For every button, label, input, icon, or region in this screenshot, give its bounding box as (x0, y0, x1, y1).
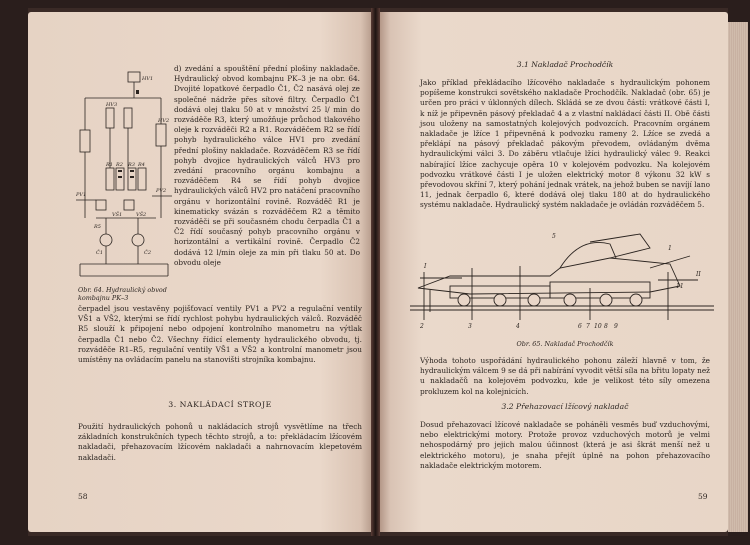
label-r3: R3 (128, 162, 135, 168)
figure-65-caption: Obr. 65. Nakladač Prochodčík (516, 340, 614, 348)
label-hv3: HV3 (106, 102, 118, 108)
label-fig65-11: 11 (676, 283, 684, 290)
label-fig65-3: 3 (468, 323, 472, 330)
label-hv1: HV1 (142, 76, 154, 82)
page-number-left: 58 (78, 492, 88, 501)
label-fig65-9: 9 (614, 323, 618, 330)
label-vs1: VŠ1 (112, 212, 123, 218)
label-fig65-II: II (696, 271, 701, 278)
page-edges (728, 22, 748, 532)
left-column-text: d) zvedání a spouštění přední plošiny nakladače. Hydraulický obvod kombajnu PK–3 je na obr. 64. Dvojité lopatkové čerpadlo Č1, Č2 nasává olej ze společné nádrže přes sítové filtry. Čerpadlo Č1 dodává olej tlaku 50 at v množství 25 l/ min do rozváděče R3, který umožňuje průchod tlakového oleje k rozváděči R2 a R1. Rozváděčem R2 se řídí pohyb hydraulického válce HV1 pro zvedání přední plošiny nakladače. Rozváděčem R3 se řídí pohyb dvojice hydraulických válců HV3 pro zvedání pracovního orgánu kombajnu a rozváděčem R4 se řídí pohyb dvojice hydraulických válců HV2 pro natáčení pracovního orgánu v horizontální rovině. Rozváděč R1 je kinematicky svázán s rozváděčem R2 a těmito rozváděči se při současném chodu čerpadla Č1 a Č2 řídí současný pohyb pracovního orgánu v horizontální a vertikální rovině. Čerpadlo Č2 dodává 12 l/min oleje za min při tlaku 50 at. Do obvodu oleje (174, 64, 360, 267)
label-c1: Č1 (96, 250, 104, 256)
label-hv2: HV2 (158, 118, 170, 124)
figure-65-loader-drawing (410, 228, 714, 338)
right-paragraph-3: Dosud přehazovací lžícové nakladače se poháněli vesměs buď vzduchovými, nebo elektrickými motory. Protože provoz vzduchových motorů je velmi nehospodárný pro jejich malou účinnost (která je asi škrát menší než u elektrického motoru), je snaha přejít úplně na pohon přehazovacího nakladače elektrickým motorem. (420, 420, 710, 470)
label-vs2: VŠ2 (136, 212, 147, 218)
left-paragraph-2: Použití hydraulických pohonů u nakládacích strojů vysvětlíme na třech základních konstrukčních typech těchto strojů, a to: překládacím lžícovém nakladači, přehazovacím lžícovém nakladači a nahrnovacím klepetovém nakladači. (78, 422, 362, 462)
left-page (28, 12, 371, 532)
book-gutter (371, 8, 380, 536)
label-r1: R1 (106, 162, 113, 168)
section-title-3: 3. NAKLÁDACÍ STROJE (168, 400, 272, 409)
label-fig65-4: 4 (516, 323, 520, 330)
label-fig65-6: 6 (578, 323, 582, 330)
heading-3-2: 3.2 Přehazovací lžícový nakladač (501, 402, 629, 411)
label-r5: R5 (94, 224, 101, 230)
label-pv1: PV1 (76, 192, 87, 198)
label-fig65-I: I (424, 263, 427, 270)
figure-64-hydraulic-circuit (76, 68, 172, 282)
page-number-right: 59 (698, 492, 708, 501)
label-r2: R2 (116, 162, 123, 168)
label-fig65-7: 7 (586, 323, 590, 330)
figure-64-caption: Obr. 64. Hydraulický obvod kombajnu PK–3 (78, 286, 167, 302)
right-paragraph-1: Jako příklad překládacího lžícového nakladače s hydraulickým pohonem popíšeme konstrukci sovětského nakladače Prochodčík. Nakladač (obr. 65) je určen pro práci v úklonných dílech. Skládá se ze dvou částí: vrátkové části I, k níž je připevněn pásový překladač 4 a z vlastní nakládací části II. Obě části jsou uloženy na samostatných kolejových podvozcích. Pracovním orgánem nakladače je lžíce 1 připevněná k podvozku rameny 2. Lžíce se zvedá a překlápí na pásový překladač pákovým převodem, ovládaným dvěma hydraulickými válci 3. Do záběru vtlačuje lžíci hydraulický válec 9. Reakci nabírající lžíce zachycuje opěra 10 v kolejovém podvozku. Na kolejovém podvozku vrátkové části I je uložen elektrický motor 8 výkonu 32 kW s převodovou skříní 7, který pohání jednak vrátek, na jehož buben se navíjí lano 11, jednak čerpadlo 6, které dodává olej tlaku 180 at do hydraulického systému nakladače. Hydraulický systém nakladače je ovládán rozváděčem 5. (420, 78, 710, 210)
label-fig65-10: 10 (594, 323, 602, 330)
book-spread (28, 8, 728, 536)
right-paragraph-2: Výhoda tohoto uspořádání hydraulického pohonu záleží hlavně v tom, že hydraulickým válcem 9 se dá při nabírání vyvodit větší síla na břitu lopaty než u nakladačů na kolejovém podvozku, kde je velikost této síly omezena prokluzem kol na kolejnicích. (420, 356, 710, 396)
label-fig65-8: 8 (604, 323, 608, 330)
label-fig65-5: 5 (552, 233, 556, 240)
label-c2: Č2 (144, 250, 152, 256)
label-fig65-1: 1 (668, 245, 672, 252)
label-r4: R4 (138, 162, 145, 168)
heading-3-1: 3.1 Nakladač Prochodčík (516, 60, 614, 69)
label-pv2: PV2 (156, 188, 167, 194)
right-page (380, 12, 728, 532)
label-fig65-2: 2 (420, 323, 424, 330)
left-paragraph-1: čerpadel jsou vestavěny pojišťovací ventily PV1 a PV2 a regulační ventily VŠ1 a VŠ2, kterými se řídí rychlost pohybu hydraulických válců. Rozváděč R5 slouží k připojení nebo odpojení kontrolního manometru na výtlak čerpadla Č1 nebo Č2. Všechny řídicí elementy hydraulického obvodu, tj. rozváděče R1–R5, regulační ventily VŠ1 a VŠ2 a kontrolní manometr jsou umístěny na ovládacím panelu na stanovišti strojníka kombajnu. (78, 304, 362, 365)
